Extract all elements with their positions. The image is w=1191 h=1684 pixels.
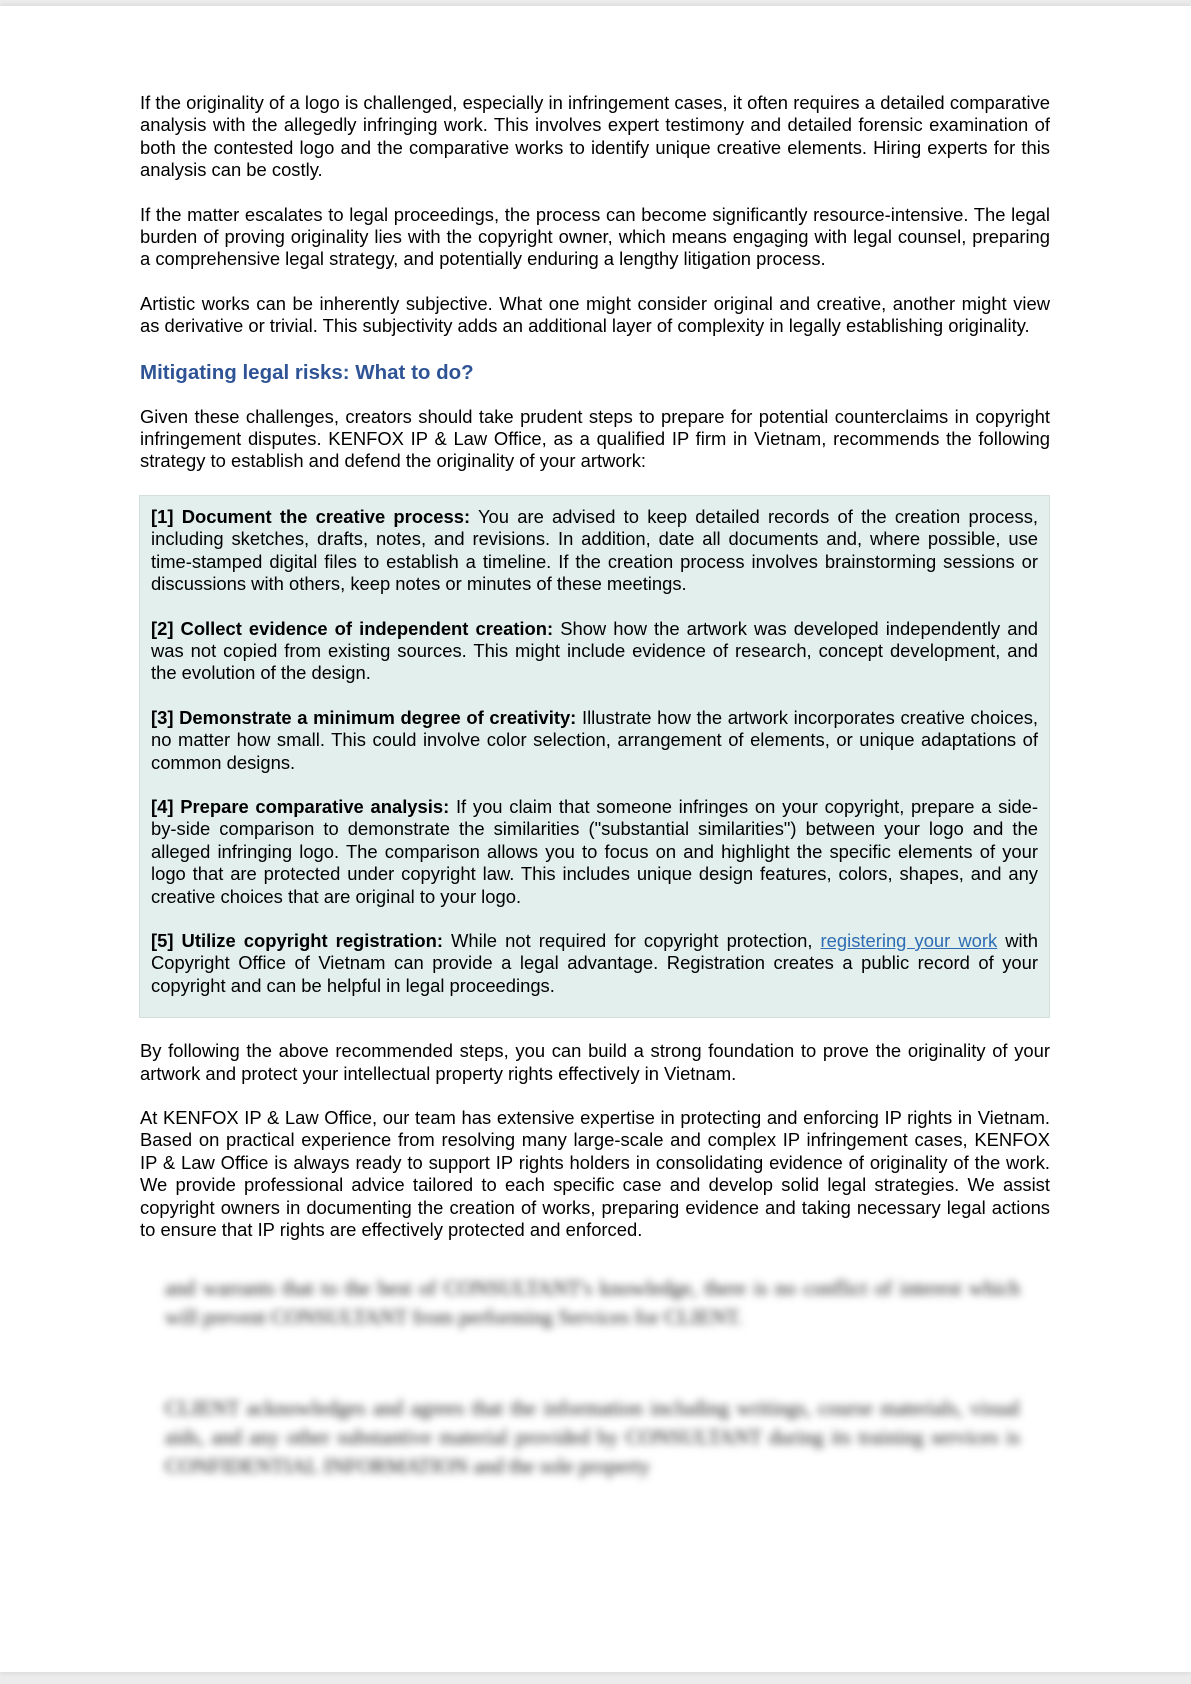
step-independent-creation	[151, 618, 1038, 685]
document-content	[140, 92, 1050, 1263]
blurred-paragraph: and warrants that to the best of CONSULTANT's knowledge, there is no conflict of interest which will prevent CONSULTANT from performing Services for CLIENT.	[165, 1276, 1020, 1329]
blurred-preview-text	[165, 1274, 1020, 1543]
step-text: While not required for copyright protection,	[442, 929, 821, 951]
step-comparative-analysis	[151, 796, 1038, 908]
paragraph-subjectivity: Artistic works can be inherently subjective. What one might consider original and creative, another might view as derivative or trivial. This subjectivity adds an additional layer of complexity in legally establishing originality.	[140, 292, 1050, 337]
step-label: [5] Utilize copyright registration:	[151, 929, 443, 951]
paragraph-originality-challenge: If the originality of a logo is challenged, especially in infringement cases, it often requires a detailed comparative analysis with the allegedly infringing work. This involves expert testimony and detailed forensic examination of both the contested logo and the comparative works to identify unique creative elements. Hiring experts for this analysis can be costly.	[140, 92, 1050, 181]
document-page	[0, 6, 1191, 1672]
step-minimum-creativity	[151, 707, 1038, 774]
paragraph-intro: Given these challenges, creators should take prudent steps to prepare for potential counterclaims in copyright infringement disputes. KENFOX IP & Law Office, as a qualified IP firm in Vietnam, recommends the following strategy to establish and defend the originality of your artwork:	[140, 405, 1050, 472]
step-label: [4] Prepare comparative analysis:	[151, 795, 450, 817]
paragraph-conclusion: By following the above recommended steps, you can build a strong foundation to prove the originality of your artwork and protect your intellectual property rights effectively in Vietnam.	[140, 1040, 1050, 1084]
step-text: Show how the artwork was developed independently and was not copied from existing sources. This might include evidence of research, concept development, and the evolution of the design.	[151, 617, 1038, 684]
step-text: with Copyright Office of Vietnam can provide a legal advantage. Registration creates a public record of your copyright and can be helpful in legal proceedings.	[151, 929, 1038, 996]
step-document-process	[151, 506, 1038, 596]
paragraph-kenfox-expertise: At KENFOX IP & Law Office, our team has extensive expertise in protecting and enforcing IP rights in Vietnam. Based on practical experience from resolving many large-scale and complex IP infringement cases, KENFOX IP & Law Office is always ready to support IP rights holders in consolidating evidence of originality of the work. We provide professional advice tailored to each specific case and develop solid legal strategies. We assist copyright owners in documenting the creation of works, preparing evidence and taking necessary legal actions to ensure that IP rights are effectively protected and enforced.	[140, 1107, 1050, 1241]
blurred-paragraph: CLIENT acknowledges and agrees that the information including writings, course materials, visual aids, and any other substantive material provided by CONSULTANT during its training services is CONFIDENTIAL INFORMATION and the sole property	[165, 1396, 1020, 1478]
step-label: [2] Collect evidence of independent creation:	[151, 617, 554, 639]
recommendations-box	[139, 495, 1050, 1018]
step-text: You are advised to keep detailed records of the creation process, including sketches, drafts, notes, and revisions. In addition, date all documents and, where possible, use time-stamped digital files to establish a timeline. If the creation process involves brainstorming sessions or discussions with others, keep notes or minutes of these meetings.	[151, 505, 1039, 595]
step-text: Illustrate how the artwork incorporates creative choices, no matter how small. This could involve color selection, arrangement of elements, or unique adaptations of common designs.	[151, 706, 1038, 773]
section-heading: Mitigating legal risks: What to do?	[140, 360, 474, 384]
step-label: [3] Demonstrate a minimum degree of creativity:	[151, 706, 577, 728]
paragraph-legal-proceedings: If the matter escalates to legal proceedings, the process can become significantly resource-intensive. The legal burden of proving originality lies with the copyright owner, which means engaging with legal counsel, preparing a comprehensive legal strategy, and potentially enduring a lengthy litigation process.	[140, 203, 1050, 270]
step-copyright-registration	[151, 930, 1038, 997]
step-label: [1] Document the creative process:	[151, 505, 471, 527]
registering-your-work-link[interactable]: registering your work	[820, 929, 998, 951]
step-text: If you claim that someone infringes on your copyright, prepare a side-by-side comparison to demonstrate the similarities ("substantial similarities") between your logo and the alleged infringing logo. The comparison allows you to focus on and highlight the specific elements of your logo that are protected under copyright law. This includes unique design features, colors, shapes, and any creative choices that are original to your logo.	[151, 795, 1038, 907]
